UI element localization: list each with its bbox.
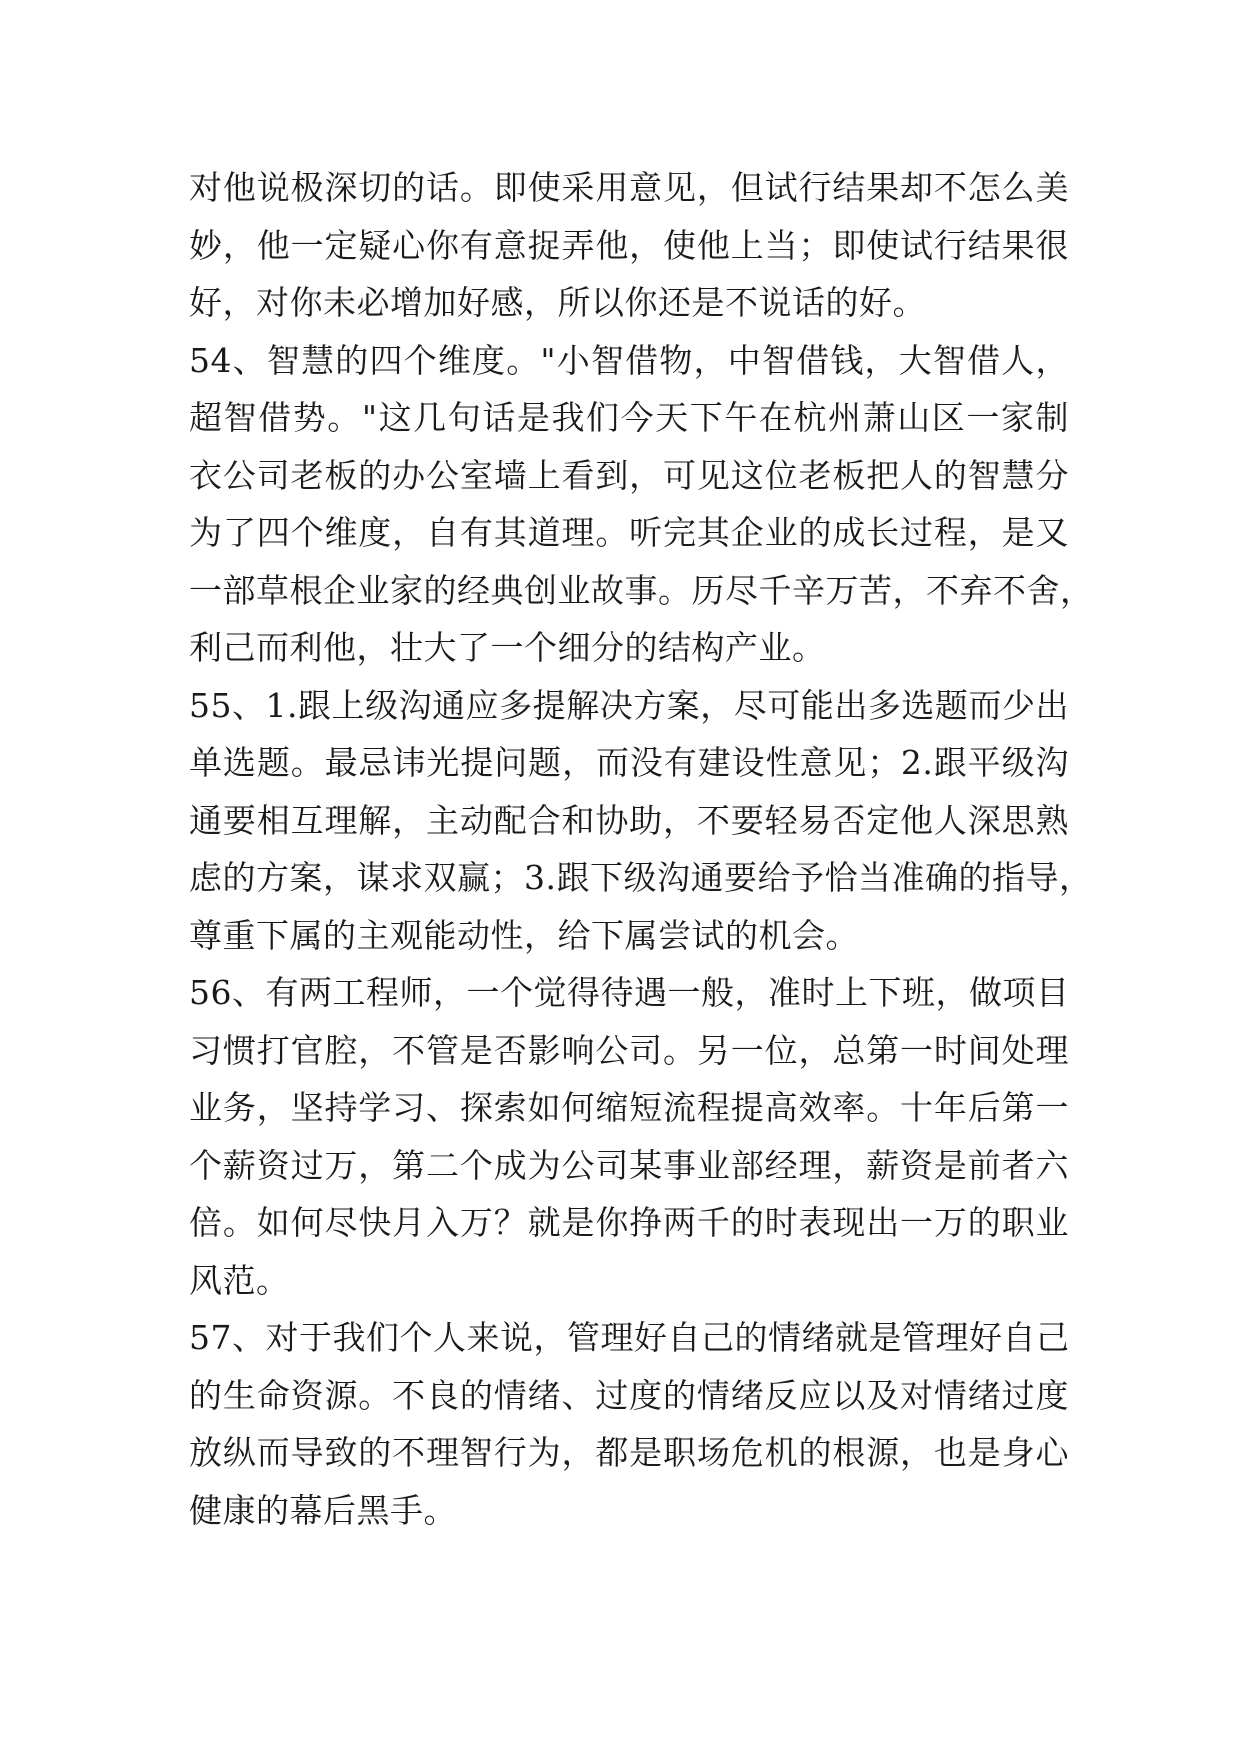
text-line: 54、智慧的四个维度。"小智借物，中智借钱，大智借人， bbox=[189, 340, 1069, 380]
text-line: 衣公司老板的办公室墙上看到，可见这位老板把人的智慧分 bbox=[189, 455, 1069, 495]
text-line: 通要相互理解，主动配合和协助，不要轻易否定他人深思熟 bbox=[189, 800, 1069, 840]
text-line: 对他说极深切的话。即使采用意见，但试行结果却不怎么美 bbox=[189, 168, 1069, 207]
body-text bbox=[189, 159, 1094, 1539]
text-line: 57、对于我们个人来说，管理好自己的情绪就是管理好自己 bbox=[189, 1318, 1070, 1357]
text-line: 放纵而导致的不理智行为，都是职场危机的根源，也是身心 bbox=[189, 1433, 1069, 1472]
text-line: 风范。 bbox=[189, 1260, 290, 1300]
text-line: 个薪资过万，第二个成为公司某事业部经理，薪资是前者六 bbox=[189, 1145, 1069, 1185]
text-line: 55、1.跟上级沟通应多提解决方案，尽可能出多选题而少出 bbox=[189, 685, 1069, 725]
text-line: 业务，坚持学习、探索如何缩短流程提高效率。十年后第一 bbox=[189, 1088, 1069, 1127]
text-line: 妙，他一定疑心你有意捉弄他，使他上当；即使试行结果很 bbox=[189, 225, 1069, 265]
text-line: 尊重下属的主观能动性，给下属尝试的机会。 bbox=[189, 915, 859, 955]
text-line: 虑的方案，谋求双赢；3.跟下级沟通要给予恰当准确的指导， bbox=[189, 858, 1093, 897]
text-line: 倍。如何尽快月入万？就是你挣两千的时表现出一万的职业 bbox=[189, 1203, 1069, 1242]
text-line: 健康的幕后黑手。 bbox=[189, 1490, 457, 1530]
text-line: 超智借势。"这几句话是我们今天下午在杭州萧山区一家制 bbox=[189, 398, 1069, 437]
text-line: 56、有两工程师，一个觉得待遇一般，准时上下班，做项目 bbox=[189, 973, 1070, 1012]
text-line: 习惯打官腔，不管是否影响公司。另一位，总第一时间处理 bbox=[189, 1030, 1069, 1070]
text-line: 为了四个维度，自有其道理。听完其企业的成长过程，是又 bbox=[189, 513, 1069, 552]
text-line: 单选题。最忌讳光提问题，而没有建设性意见；2.跟平级沟 bbox=[189, 743, 1069, 782]
text-line: 利己而利他，壮大了一个细分的结构产业。 bbox=[189, 628, 826, 667]
text-line: 一部草根企业家的经典创业故事。历尽千辛万苦，不弃不舍， bbox=[189, 570, 1094, 610]
text-line: 的生命资源。不良的情绪、过度的情绪反应以及对情绪过度 bbox=[189, 1375, 1069, 1415]
text-line: 好，对你未必增加好感，所以你还是不说话的好。 bbox=[189, 283, 926, 322]
